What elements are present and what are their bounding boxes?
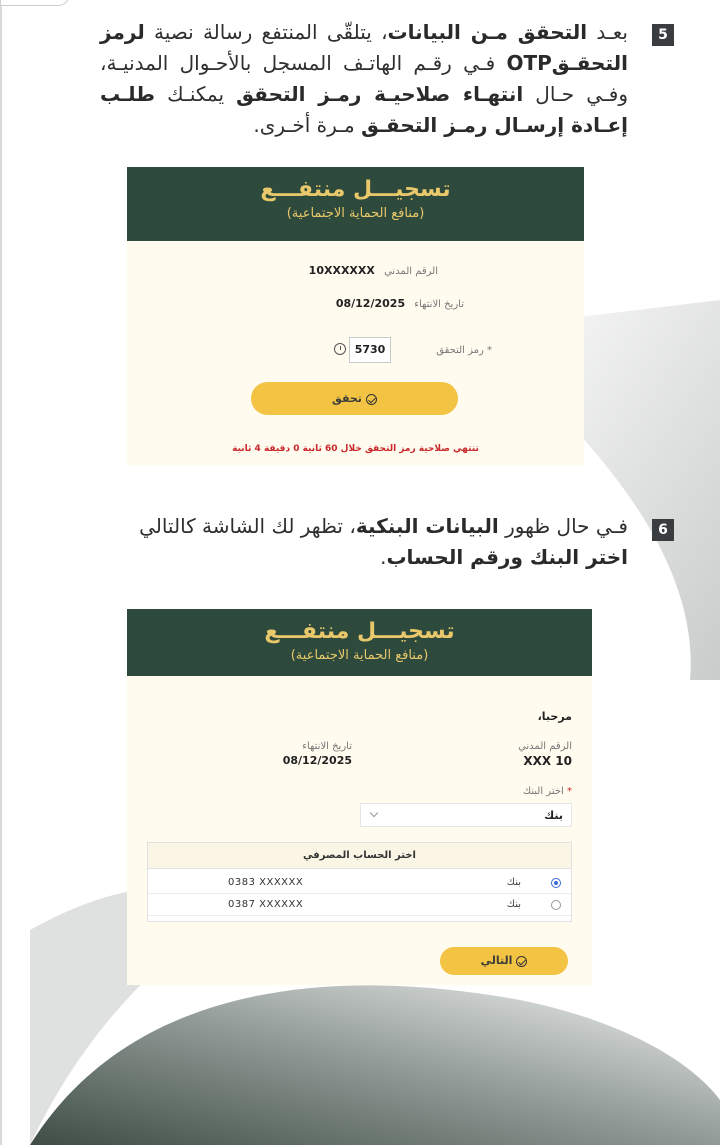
civil-number-value: 10XXXXXX xyxy=(308,264,375,277)
account-radio[interactable] xyxy=(551,878,561,888)
civil-number-value: 10 XXX xyxy=(523,754,572,768)
card-header xyxy=(127,167,584,241)
otp-expiry-warning: تنتهي صلاحية رمز التحقق خلال 60 ثانية 0 دقيقة 4 ثانية xyxy=(232,444,479,454)
bank-accounts-table xyxy=(147,842,572,922)
bank-select[interactable] xyxy=(360,803,572,827)
civil-number-label: الرقم المدني xyxy=(518,741,572,752)
account-number: 0387 XXXXXX xyxy=(228,899,304,910)
chevron-down-icon[interactable] xyxy=(370,809,378,817)
step-6-text: فـي حال ظهور البيانات البنكية، تظهر لك الشاشة كالتالي اختر البنك ورقم الحساب. xyxy=(139,514,628,569)
step-5-number: 5 xyxy=(652,24,674,46)
check-circle-icon xyxy=(516,956,527,967)
verify-button-label: تحقق xyxy=(332,392,362,405)
account-bank: بنك xyxy=(506,877,521,888)
otp-label: * رمز التحقق xyxy=(436,345,492,356)
expiry-date-value: 08/12/2025 xyxy=(282,754,352,767)
bank-select-label-text: اختر البنك xyxy=(522,786,564,797)
page-edge xyxy=(0,0,2,1145)
civil-number-row xyxy=(309,264,438,277)
bank-account-card xyxy=(127,609,592,985)
welcome-text: مرحبا، xyxy=(537,710,572,723)
table-row[interactable] xyxy=(148,895,571,916)
next-button[interactable] xyxy=(440,947,568,975)
expiry-date-value: 08/12/2025 xyxy=(335,297,406,310)
step-5-text: بعـد التحقق مـن البيانات، يتلقّى المنتفع رسالة نصية لرمز التحقـقOTP فـي رقـم الهاتـف المسجل بالأحـوال المدنيـة، وفـي حـال انتهـاء صلاحيـة رمـز التحقق يمكنـك طلـب إعـادة إرسـال رمـز التحقـق مـرة أخـرى. xyxy=(100,20,628,137)
verify-button[interactable] xyxy=(251,382,458,415)
next-button-label: التالي xyxy=(480,954,513,967)
account-radio[interactable] xyxy=(551,900,561,910)
check-circle-icon xyxy=(366,394,377,405)
account-bank: بنك xyxy=(506,899,521,910)
table-row[interactable] xyxy=(148,873,571,894)
card-subtitle: (منافع الحماية الاجتماعية) xyxy=(290,648,429,663)
bank-select-label xyxy=(523,786,572,797)
card-subtitle: (منافع الحماية الاجتماعية) xyxy=(286,206,425,221)
otp-verification-card xyxy=(127,167,584,465)
account-number: 0383 XXXXXX xyxy=(228,877,304,888)
corner-tab xyxy=(0,0,70,6)
civil-number-label: الرقم المدني xyxy=(384,266,438,277)
expiry-date-label: تاريخ الانتهاء xyxy=(414,299,464,310)
card-title: تسجيـــل منتفـــع xyxy=(260,177,451,202)
expiry-date-row xyxy=(336,297,464,310)
timer-clock-icon xyxy=(334,343,346,355)
table-header: اختر الحساب المصرفي xyxy=(148,843,571,869)
card-header xyxy=(127,609,592,676)
step-6-number: 6 xyxy=(652,519,674,541)
required-asterisk: * xyxy=(567,786,572,797)
expiry-date-label: تاريخ الانتهاء xyxy=(302,741,352,752)
otp-input[interactable]: 5730 xyxy=(349,337,391,363)
bank-select-value: بنك xyxy=(544,809,563,822)
card-title: تسجيـــل منتفـــع xyxy=(264,619,455,644)
